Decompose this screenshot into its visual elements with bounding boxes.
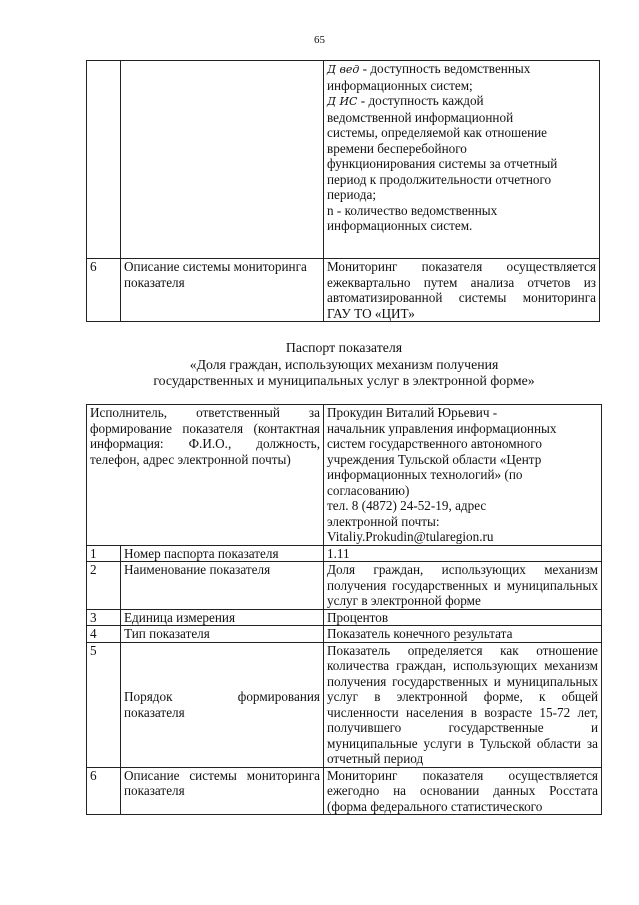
legend-line bbox=[327, 125, 596, 141]
legend-text: информационных систем; bbox=[327, 77, 473, 93]
legend-line bbox=[327, 78, 596, 94]
executor-contact-line: Прокудин Виталий Юрьевич - bbox=[327, 405, 498, 420]
executor-contact-line: начальник управления информационных bbox=[327, 420, 557, 436]
row-name: Номер паспорта показателя bbox=[121, 545, 324, 562]
row-value: Мониторинг показателя осуществляется ежегодно на основании данных Росстата (форма федерального статистического bbox=[324, 767, 602, 815]
executor-contact-line: систем государственного автономного bbox=[327, 436, 542, 451]
row-value: Доля граждан, использующих механизм получения государственных и муниципальных услуг в электронной форме bbox=[324, 562, 602, 610]
formula-symbol: Д ИС bbox=[327, 95, 358, 108]
row-number: 6 bbox=[87, 767, 121, 815]
legend-text: системы, определяемой как отношение bbox=[327, 125, 548, 140]
passport-heading: Паспорт показателя bbox=[285, 340, 403, 355]
legend-text: - доступность ведомственных bbox=[359, 61, 531, 76]
legend-line bbox=[327, 203, 596, 219]
row-number: 5 bbox=[87, 642, 121, 767]
row-value: 1.11 bbox=[324, 545, 602, 562]
cell-number bbox=[87, 61, 121, 259]
executor-label: Исполнитель, ответственный за формирование показателя (контактная информация: Ф.И.О., должность, телефон, адрес электронной почты) bbox=[87, 405, 324, 546]
passport-table bbox=[86, 404, 602, 815]
passport-indicator-name-line1: «Доля граждан, использующих механизм получения bbox=[189, 356, 499, 372]
table-row bbox=[87, 626, 602, 643]
legend-text: информационных систем. bbox=[327, 218, 473, 233]
executor-contact-line: учреждения Тульской области «Центр bbox=[327, 451, 542, 467]
row-value: Показатель определяется как отношение количества граждан, использующих механизм получения государственных и муниципальных услуг в электронной форме, к общей численности населения в возрасте 15-72 лет, получившего государственные и муниципальные услуги в Тульской области за отчетный период bbox=[324, 642, 602, 767]
table-row bbox=[87, 259, 600, 322]
passport-indicator-name-line2: государственных и муниципальных услуг в электронной форме» bbox=[153, 373, 535, 388]
cell-name bbox=[121, 61, 324, 259]
executor-contact-line: информационных технологий» (по bbox=[327, 467, 523, 482]
cell-formula-legend bbox=[324, 61, 600, 259]
row-name: Описание системы мониторинга показателя bbox=[121, 767, 324, 815]
row-value: Процентов bbox=[324, 609, 602, 626]
legend-line bbox=[327, 93, 596, 110]
row-name: Описание системы мониторинга показателя bbox=[121, 259, 324, 322]
row-number: 1 bbox=[87, 545, 121, 562]
row-number: 4 bbox=[87, 626, 121, 643]
legend-text: функционирования системы за отчетный bbox=[327, 156, 558, 171]
row-name: Единица измерения bbox=[121, 609, 324, 626]
legend-line bbox=[327, 110, 596, 126]
passport-rows bbox=[87, 545, 602, 815]
row-name: Тип показателя bbox=[121, 626, 324, 643]
table-row bbox=[87, 767, 602, 815]
legend-line bbox=[327, 218, 596, 234]
executor-contact-line: тел. 8 (4872) 24-52-19, адрес bbox=[327, 498, 487, 513]
table-row bbox=[87, 562, 602, 610]
legend-line bbox=[327, 187, 596, 203]
table-row-continued bbox=[87, 61, 600, 259]
legend-line bbox=[327, 141, 596, 157]
formula-symbol: Д вед bbox=[327, 63, 360, 76]
row-number: 3 bbox=[87, 609, 121, 626]
legend-text: - доступность каждой bbox=[357, 93, 484, 108]
legend-text: ведомственной информационной bbox=[327, 109, 514, 125]
executor-row bbox=[87, 405, 602, 546]
table-row bbox=[87, 642, 602, 767]
executor-contact-lines bbox=[327, 405, 598, 545]
legend-text: периода; bbox=[327, 187, 377, 202]
row-number: 2 bbox=[87, 562, 121, 610]
row-name: Наименование показателя bbox=[121, 562, 324, 610]
legend-text: n - количество ведомственных bbox=[327, 202, 498, 218]
page-number: 65 bbox=[314, 34, 325, 46]
row-value: Мониторинг показателя осуществляется ежеквартально путем анализа отчетов из автоматизированной системы мониторинга ГАУ ТО «ЦИТ» bbox=[324, 259, 600, 322]
table-row bbox=[87, 545, 602, 562]
legend-line bbox=[327, 61, 596, 78]
formula-legend-lines bbox=[327, 61, 596, 234]
indicator-table-continued bbox=[86, 60, 600, 322]
legend-text: времени бесперебойного bbox=[327, 140, 467, 156]
legend-line bbox=[327, 172, 596, 188]
executor-contact-line: Vitaliy.Prokudin@tularegion.ru bbox=[327, 529, 494, 544]
row-number: 6 bbox=[87, 259, 121, 322]
executor-value bbox=[324, 405, 602, 546]
row-value: Показатель конечного результата bbox=[324, 626, 602, 643]
legend-line bbox=[327, 156, 596, 172]
legend-text: период к продолжительности отчетного bbox=[327, 171, 552, 187]
executor-contact-line: согласованию) bbox=[327, 482, 410, 498]
executor-contact-line: электронной почты: bbox=[327, 513, 440, 529]
table-row bbox=[87, 609, 602, 626]
row-name: Порядок формирования показателя bbox=[121, 642, 324, 767]
passport-title bbox=[86, 340, 602, 390]
